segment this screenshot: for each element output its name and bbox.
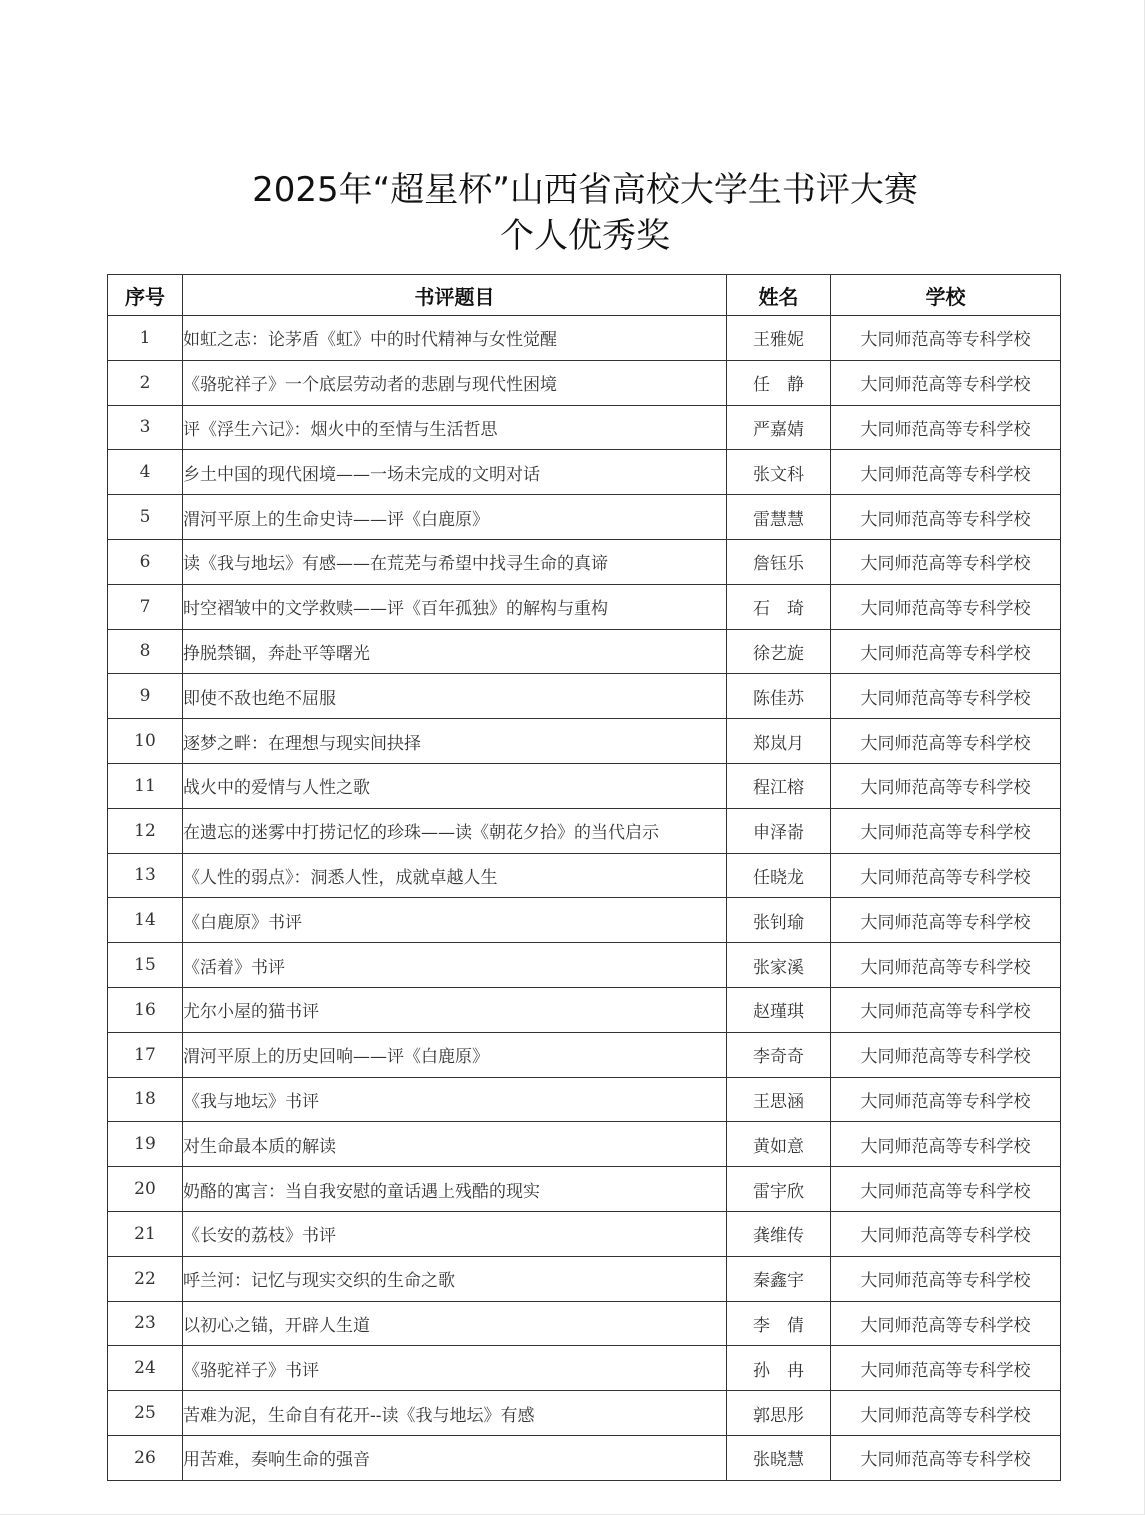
cell-review-title: 《我与地坛》书评 [183,1077,727,1122]
cell-school: 大同师范高等专科学校 [831,853,1061,898]
cell-review-title: 呼兰河：记忆与现实交织的生命之歌 [183,1256,727,1301]
cell-name: 任 静 [727,360,831,405]
cell-no: 23 [108,1301,183,1346]
table-row [108,316,1061,361]
cell-no: 11 [108,763,183,808]
cell-name: 王雅妮 [727,316,831,361]
cell-name: 王思涵 [727,1077,831,1122]
award-table [107,274,1061,1481]
table-row [108,1391,1061,1436]
cell-name: 郭思彤 [727,1391,831,1436]
cell-name: 李 倩 [727,1301,831,1346]
table-row [108,1122,1061,1167]
cell-no: 15 [108,943,183,988]
table-row [108,719,1061,764]
cell-school: 大同师范高等专科学校 [831,450,1061,495]
cell-review-title: 以初心之锚，开辟人生道 [183,1301,727,1346]
cell-name: 孙 冉 [727,1346,831,1391]
cell-no: 6 [108,539,183,584]
cell-school: 大同师范高等专科学校 [831,1301,1061,1346]
cell-review-title: 《人性的弱点》：洞悉人性，成就卓越人生 [183,853,727,898]
cell-no: 4 [108,450,183,495]
cell-review-title: 《活着》书评 [183,943,727,988]
cell-review-title: 读《我与地坛》有感——在荒芜与希望中找寻生命的真谛 [183,539,727,584]
cell-no: 20 [108,1167,183,1212]
cell-no: 1 [108,316,183,361]
header-name: 姓名 [727,275,831,316]
cell-no: 19 [108,1122,183,1167]
cell-school: 大同师范高等专科学校 [831,1211,1061,1256]
table-row [108,405,1061,450]
cell-school: 大同师范高等专科学校 [831,763,1061,808]
table-row [108,853,1061,898]
cell-review-title: 如虹之志：论茅盾《虹》中的时代精神与女性觉醒 [183,316,727,361]
cell-no: 14 [108,898,183,943]
table-row [108,1301,1061,1346]
cell-school: 大同师范高等专科学校 [831,539,1061,584]
cell-name: 张晓慧 [727,1435,831,1480]
table-row [108,808,1061,853]
cell-name: 徐艺旋 [727,629,831,674]
cell-name: 雷宇欣 [727,1167,831,1212]
cell-school: 大同师范高等专科学校 [831,1435,1061,1480]
cell-review-title: 《白鹿原》书评 [183,898,727,943]
cell-name: 李奇奇 [727,1032,831,1077]
cell-no: 9 [108,674,183,719]
cell-name: 黄如意 [727,1122,831,1167]
table-row [108,763,1061,808]
cell-school: 大同师范高等专科学校 [831,360,1061,405]
header-title: 书评题目 [183,275,727,316]
cell-school: 大同师范高等专科学校 [831,987,1061,1032]
cell-review-title: 战火中的爱情与人性之歌 [183,763,727,808]
table-row [108,1077,1061,1122]
cell-review-title: 渭河平原上的历史回响——评《白鹿原》 [183,1032,727,1077]
cell-no: 24 [108,1346,183,1391]
table-row [108,1435,1061,1480]
cell-school: 大同师范高等专科学校 [831,898,1061,943]
cell-review-title: 乡土中国的现代困境——一场未完成的文明对话 [183,450,727,495]
cell-name: 詹钰乐 [727,539,831,584]
cell-name: 秦鑫宇 [727,1256,831,1301]
cell-no: 8 [108,629,183,674]
cell-school: 大同师范高等专科学校 [831,674,1061,719]
cell-school: 大同师范高等专科学校 [831,1167,1061,1212]
cell-school: 大同师范高等专科学校 [831,1032,1061,1077]
cell-school: 大同师范高等专科学校 [831,808,1061,853]
table-row [108,629,1061,674]
cell-name: 程江榕 [727,763,831,808]
cell-review-title: 渭河平原上的生命史诗——评《白鹿原》 [183,495,727,540]
cell-no: 22 [108,1256,183,1301]
header-school: 学校 [831,275,1061,316]
cell-no: 2 [108,360,183,405]
header-no: 序号 [108,275,183,316]
cell-school: 大同师范高等专科学校 [831,1391,1061,1436]
cell-school: 大同师范高等专科学校 [831,584,1061,629]
cell-review-title: 《骆驼祥子》书评 [183,1346,727,1391]
table-row [108,539,1061,584]
cell-name: 严嘉婧 [727,405,831,450]
cell-no: 13 [108,853,183,898]
cell-name: 陈佳苏 [727,674,831,719]
cell-no: 21 [108,1211,183,1256]
cell-review-title: 时空褶皱中的文学救赎——评《百年孤独》的解构与重构 [183,584,727,629]
cell-review-title: 奶酪的寓言：当自我安慰的童话遇上残酷的现实 [183,1167,727,1212]
cell-no: 26 [108,1435,183,1480]
cell-school: 大同师范高等专科学校 [831,1122,1061,1167]
table-row [108,584,1061,629]
table-row [108,1346,1061,1391]
cell-name: 任晓龙 [727,853,831,898]
cell-no: 16 [108,987,183,1032]
cell-school: 大同师范高等专科学校 [831,1346,1061,1391]
cell-no: 5 [108,495,183,540]
table-row [108,450,1061,495]
cell-school: 大同师范高等专科学校 [831,943,1061,988]
cell-name: 龚维传 [727,1211,831,1256]
table-header-row [108,275,1061,316]
cell-review-title: 《长安的荔枝》书评 [183,1211,727,1256]
cell-no: 17 [108,1032,183,1077]
cell-name: 赵瑾琪 [727,987,831,1032]
cell-review-title: 即使不敌也绝不屈服 [183,674,727,719]
cell-review-title: 逐梦之畔：在理想与现实间抉择 [183,719,727,764]
table-row [108,987,1061,1032]
cell-name: 张钊瑜 [727,898,831,943]
cell-review-title: 苦难为泥，生命自有花开--读《我与地坛》有感 [183,1391,727,1436]
cell-no: 7 [108,584,183,629]
table-body [108,316,1061,1481]
table-row [108,943,1061,988]
table-row [108,898,1061,943]
cell-school: 大同师范高等专科学校 [831,1256,1061,1301]
cell-no: 18 [108,1077,183,1122]
cell-no: 10 [108,719,183,764]
cell-review-title: 对生命最本质的解读 [183,1122,727,1167]
table-row [108,360,1061,405]
table-row [108,495,1061,540]
cell-name: 郑岚月 [727,719,831,764]
table-row [108,1256,1061,1301]
cell-school: 大同师范高等专科学校 [831,629,1061,674]
cell-no: 3 [108,405,183,450]
cell-no: 25 [108,1391,183,1436]
cell-review-title: 用苦难，奏响生命的强音 [183,1435,727,1480]
cell-name: 张文科 [727,450,831,495]
cell-name: 申泽嵛 [727,808,831,853]
document-subtitle: 个人优秀奖 [500,216,670,256]
table-row [108,1211,1061,1256]
cell-school: 大同师范高等专科学校 [831,316,1061,361]
cell-review-title: 挣脱禁锢，奔赴平等曙光 [183,629,727,674]
cell-name: 雷慧慧 [727,495,831,540]
cell-review-title: 在遗忘的迷雾中打捞记忆的珍珠——读《朝花夕拾》的当代启示 [183,808,727,853]
cell-school: 大同师范高等专科学校 [831,495,1061,540]
table-row [108,674,1061,719]
cell-school: 大同师范高等专科学校 [831,1077,1061,1122]
table-row [108,1032,1061,1077]
cell-review-title: 评《浮生六记》：烟火中的至情与生活哲思 [183,405,727,450]
cell-review-title: 《骆驼祥子》一个底层劳动者的悲剧与现代性困境 [183,360,727,405]
cell-school: 大同师范高等专科学校 [831,719,1061,764]
table-row [108,1167,1061,1212]
cell-name: 石 琦 [727,584,831,629]
cell-review-title: 尤尔小屋的猫书评 [183,987,727,1032]
cell-name: 张家溪 [727,943,831,988]
cell-school: 大同师范高等专科学校 [831,405,1061,450]
cell-no: 12 [108,808,183,853]
document-title: 2025年“超星杯”山西省高校大学生书评大赛 [252,170,918,210]
